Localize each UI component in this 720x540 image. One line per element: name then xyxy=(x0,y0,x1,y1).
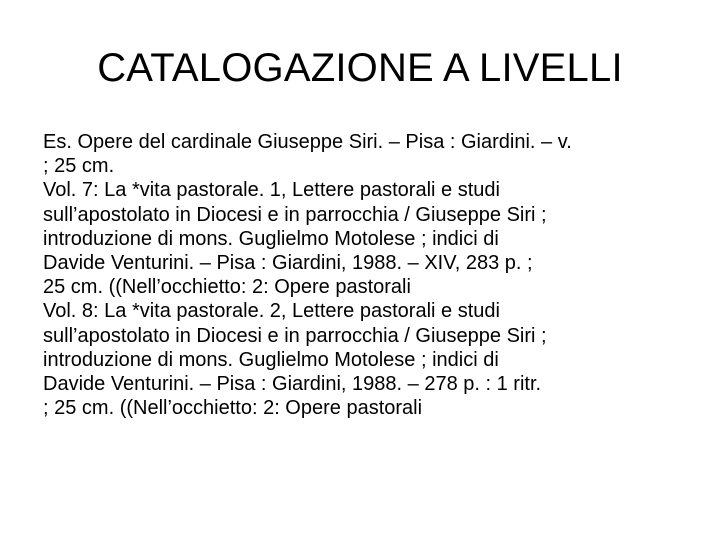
slide-body xyxy=(43,130,693,420)
text-line: 25 cm. ((Nell’occhietto: 2: Opere pastorali xyxy=(43,276,411,299)
slide-title: CATALOGAZIONE A LIVELLI xyxy=(97,46,623,90)
text-line: Es. Opere del cardinale Giuseppe Siri. – Pisa : Giardini. – v. xyxy=(43,131,572,153)
text-line: Davide Venturini. – Pisa : Giardini, 1988. – XIV, 283 p. ; xyxy=(43,252,533,275)
text-line: introduzione di mons. Guglielmo Motolese ; indici di xyxy=(43,227,499,250)
text-line: ; 25 cm. xyxy=(43,155,115,178)
catalog-entry-vol-7 xyxy=(43,178,693,299)
text-line: introduzione di mons. Guglielmo Motolese ; indici di xyxy=(43,348,499,371)
catalog-entry-vol-8 xyxy=(43,299,693,420)
text-line: sull’apostolato in Diocesi e in parrocchia / Giuseppe Siri ; xyxy=(43,324,547,347)
text-line: sull’apostolato in Diocesi e in parrocchia / Giuseppe Siri ; xyxy=(43,203,547,226)
text-line: ; 25 cm. ((Nell’occhietto: 2: Opere pastorali xyxy=(43,397,423,420)
text-line: Vol. 7: La *vita pastorale. 1, Lettere pastorali e studi xyxy=(43,179,500,202)
catalog-entry-example xyxy=(43,130,693,178)
text-line: Davide Venturini. – Pisa : Giardini, 1988. – 278 p. : 1 ritr. xyxy=(43,373,542,396)
text-line: Vol. 8: La *vita pastorale. 2, Lettere pastorali e studi xyxy=(43,300,500,323)
